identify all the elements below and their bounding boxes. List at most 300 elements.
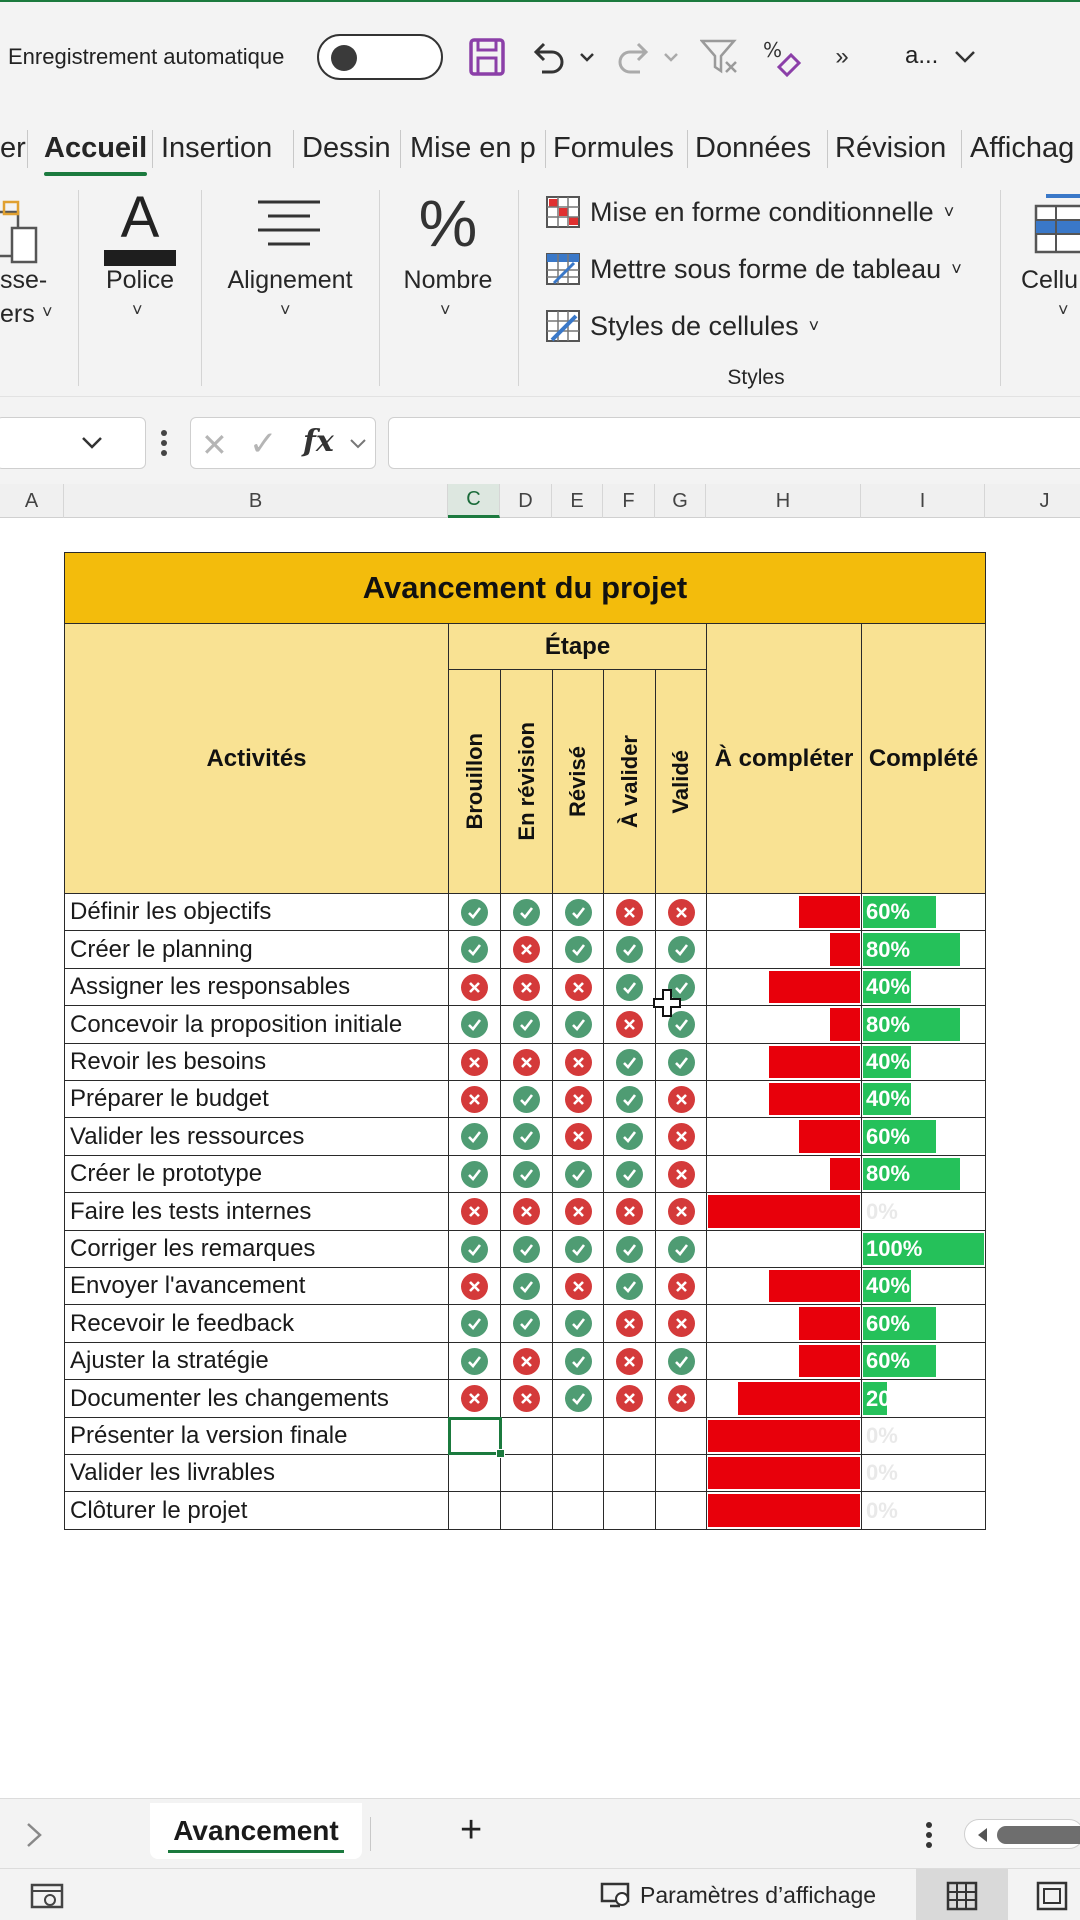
column-header-d[interactable]: D [500,484,552,518]
stage-cell[interactable] [603,1080,656,1118]
to-complete-cell[interactable] [706,1454,862,1492]
autosave-label: Enregistrement automatique [8,44,285,69]
check-circle-icon [461,1236,488,1263]
activities-header[interactable]: Activités [64,623,449,894]
check-circle-icon [668,1348,695,1375]
tab-separator [545,130,546,168]
to-complete-bar [799,1120,860,1153]
stage-cell[interactable] [603,1304,656,1343]
to-complete-cell[interactable] [706,968,862,1006]
stage-cell[interactable] [500,1267,553,1305]
stage-cell[interactable] [603,1379,656,1418]
check-circle-icon [616,974,643,1001]
display-settings-icon [600,1881,632,1909]
tab-view[interactable]: Affichag [970,131,1075,164]
stage-cell[interactable] [448,968,501,1006]
to-complete-cell[interactable] [706,1043,862,1081]
clear-filter-icon[interactable] [698,32,742,82]
column-header-b[interactable]: B [64,484,448,518]
stage-cell[interactable] [552,1304,604,1343]
to-complete-cell[interactable] [706,1379,862,1418]
completed-cell[interactable] [861,1342,986,1380]
stage-cell[interactable] [500,968,553,1006]
stage-cell[interactable] [552,1080,604,1118]
check-circle-icon [513,1011,540,1038]
to-complete-cell[interactable] [706,893,862,931]
x-circle-icon [668,1161,695,1188]
horizontal-scrollbar[interactable] [964,1819,1080,1849]
tab-draw[interactable]: Dessin [302,131,391,164]
sheet-tab-avancement[interactable] [150,1803,362,1859]
completed-cell[interactable] [861,1454,986,1492]
stage-cell[interactable] [655,930,707,969]
save-icon[interactable] [466,32,508,82]
more-options-icon[interactable] [924,1819,934,1851]
tab-separator [961,130,962,168]
check-circle-icon [513,1273,540,1300]
chevron-down-icon: ˅ [132,300,143,320]
stage-cell[interactable] [500,1155,553,1193]
column-header-i[interactable]: I [861,484,985,518]
stage-cell[interactable] [552,1155,604,1193]
activity-cell[interactable] [64,1454,449,1492]
stage-cell[interactable] [448,930,501,969]
stage-cell[interactable] [655,1454,707,1492]
column-header-g[interactable]: G [655,484,706,518]
chevron-down-icon: ˅ [1058,300,1069,320]
font-color-swatch [104,250,176,266]
stage-cell[interactable] [603,968,656,1006]
stage-cell[interactable] [603,1230,656,1268]
x-circle-icon [513,1198,540,1225]
check-circle-icon [668,1236,695,1263]
stage-cell[interactable] [552,1117,604,1156]
stage-cell[interactable] [603,1267,656,1305]
stage-cell[interactable] [448,1454,501,1492]
conditional-formatting-label: Mise en forme conditionnelle [590,196,934,227]
check-circle-icon [513,1086,540,1113]
clipboard-label-line1[interactable]: sse- [0,266,48,294]
stage-cell[interactable] [603,1342,656,1380]
tab-file[interactable]: er [0,131,26,164]
stage-cell[interactable] [655,1080,707,1118]
x-circle-icon [565,1123,592,1150]
check-circle-icon [513,1236,540,1263]
confirm-entry-icon[interactable]: ✓ [249,425,278,463]
stage-cell[interactable] [552,968,604,1006]
to-complete-bar [738,1382,860,1415]
completed-cell[interactable] [861,968,986,1006]
to-complete-cell[interactable] [706,1005,862,1044]
activity-name: Valider les livrables [70,1459,275,1486]
to-complete-bar [830,1008,860,1041]
stage-cell[interactable] [448,1491,501,1530]
number-group-label[interactable]: Nombre [403,266,493,294]
stage-cell[interactable] [500,1379,553,1418]
activity-name: Créer le prototype [70,1160,263,1187]
to-complete-cell[interactable] [706,930,862,969]
activity-cell[interactable] [64,1080,449,1118]
accessibility-icon[interactable] [30,1881,66,1911]
stage-cell[interactable] [448,1379,501,1418]
check-circle-icon [513,899,540,926]
x-circle-icon [616,1310,643,1337]
ribbon-tabs [0,114,1080,178]
fill-handle[interactable] [496,1449,505,1458]
stage-cell[interactable] [552,1454,604,1492]
cursor-icon [652,988,682,1023]
to-complete-cell[interactable] [706,1230,862,1268]
completed-cell[interactable] [861,1230,986,1268]
more-options-icon[interactable] [158,427,170,459]
more-commands-icon[interactable]: » [835,43,849,70]
stage-cell[interactable] [603,1155,656,1193]
insert-function-icon[interactable]: fx [303,424,334,459]
check-circle-icon [565,1385,592,1412]
stage-cell[interactable] [603,1417,656,1455]
stage-cell[interactable] [552,930,604,969]
to-complete-header[interactable]: À compléter [706,623,862,894]
x-circle-icon [668,1086,695,1113]
status-bar [0,1868,1080,1920]
stage-cell[interactable] [500,930,553,969]
stage-cell[interactable] [500,1304,553,1343]
conditional-formatting-icon [546,196,580,228]
stage-cell[interactable] [655,1379,707,1418]
paste-icon[interactable] [0,192,40,272]
stage-cell[interactable] [655,1342,707,1380]
activity-cell[interactable] [64,1230,449,1268]
activity-name: Corriger les remarques [70,1235,316,1262]
stage-cell[interactable] [448,1304,501,1343]
x-circle-icon [461,974,488,1001]
stage-cell[interactable] [655,1230,707,1268]
to-complete-cell[interactable] [706,1417,862,1455]
column-header-c[interactable]: C [448,484,500,518]
completed-cell[interactable] [861,930,986,969]
stage-cell[interactable] [448,1043,501,1081]
stage-cell[interactable] [448,1005,501,1044]
to-complete-cell[interactable] [706,1192,862,1231]
ribbon-home [0,178,1080,396]
activity-cell[interactable] [64,1043,449,1081]
column-header-h[interactable]: H [706,484,861,518]
activity-cell[interactable] [64,1342,449,1380]
stage-header[interactable]: Étape [448,623,707,670]
to-complete-cell[interactable] [706,1080,862,1118]
column-header-j[interactable]: J [985,484,1080,518]
stage-column-header-draft[interactable] [448,669,501,894]
stage-cell[interactable] [500,1454,553,1492]
stage-cell[interactable] [552,1043,604,1081]
stage-cell[interactable] [500,1342,553,1380]
stage-cell[interactable] [500,1491,553,1530]
conditional-formatting-button[interactable] [546,192,954,232]
chevron-down-icon: ˅ [42,302,53,322]
activity-cell[interactable] [64,1267,449,1305]
stage-cell[interactable] [603,893,656,931]
alignment-icon[interactable] [254,196,324,256]
stage-cell[interactable] [448,1342,501,1380]
completed-cell[interactable] [861,1005,986,1044]
to-complete-bar [708,1420,860,1452]
completed-cell[interactable] [861,1155,986,1193]
stage-cell[interactable] [500,1117,553,1156]
activity-name: Assigner les responsables [70,973,351,1000]
x-circle-icon [513,1049,540,1076]
stage-cell[interactable] [655,1267,707,1305]
check-circle-icon [461,936,488,963]
activity-name: Ajuster la stratégie [70,1347,269,1374]
scroll-left-icon[interactable] [975,1826,989,1844]
stage-cell[interactable] [552,893,604,931]
activity-cell[interactable] [64,930,449,969]
autosave-toggle[interactable] [317,34,443,80]
ribbon-separator [518,190,519,386]
stage-cell[interactable] [448,893,501,931]
stage-column-label: Validé [668,749,693,814]
activity-cell[interactable] [64,1117,449,1156]
x-circle-icon [616,1385,643,1412]
to-complete-bar [799,1345,860,1377]
check-circle-icon [616,936,643,963]
clipboard-label-line2[interactable]: ers [0,300,35,328]
stage-cell[interactable] [500,1230,553,1268]
stage-cell[interactable] [603,1192,656,1231]
stage-cell[interactable] [500,1043,553,1081]
stage-cell[interactable] [448,1230,501,1268]
stage-cell[interactable] [500,1417,553,1455]
stage-cell[interactable] [655,1043,707,1081]
grid-view-icon [946,1881,978,1911]
to-complete-cell[interactable] [706,1491,862,1530]
cell-styles-button[interactable] [546,306,819,346]
stage-cell[interactable] [448,1155,501,1193]
tab-review[interactable]: Révision [835,131,947,164]
activity-cell[interactable] [64,1192,449,1231]
tab-page-layout[interactable]: Mise en p [410,131,536,164]
activity-name: Valider les ressources [70,1122,305,1150]
check-circle-icon [565,1310,592,1337]
formula-bar [0,396,1080,484]
tab-data[interactable]: Données [695,131,812,164]
stage-cell[interactable] [500,1080,553,1118]
chevron-right-icon[interactable] [22,1821,46,1849]
stage-cell[interactable] [655,1417,707,1455]
x-circle-icon [513,936,540,963]
completed-percent: 20% [866,1385,911,1411]
to-complete-bar [708,1195,860,1228]
activity-name: Concevoir la proposition initiale [70,1010,403,1038]
page-layout-view-icon[interactable] [1036,1881,1068,1911]
activity-name: Définir les objectifs [70,898,272,925]
to-complete-bar [830,933,860,966]
stage-cell[interactable] [655,1491,707,1530]
completed-cell[interactable] [861,1080,986,1118]
stage-cell[interactable] [552,1417,604,1455]
stage-cell[interactable] [448,1117,501,1156]
completed-cell[interactable] [861,1192,986,1231]
cells-group-label[interactable]: Cellu [1021,266,1078,294]
stage-cell[interactable] [655,893,707,931]
stage-cell[interactable] [655,1192,707,1231]
display-settings-button[interactable] [600,1881,876,1909]
normal-view-button[interactable] [916,1869,1008,1920]
activity-cell[interactable] [64,1304,449,1343]
stage-cell[interactable] [500,893,553,931]
active-cell-selection[interactable] [448,1417,502,1455]
completed-cell[interactable] [861,893,986,931]
stage-cell[interactable] [552,1005,604,1044]
check-circle-icon [565,1161,592,1188]
check-circle-icon [565,1236,592,1263]
table-title[interactable]: Avancement du projet [64,552,986,624]
activity-name: Clôturer le projet [70,1496,248,1524]
completed-cell[interactable] [861,1417,986,1455]
x-circle-icon [461,1049,488,1076]
completed-cell[interactable] [861,1304,986,1343]
completed-cell[interactable] [861,1267,986,1305]
stage-cell[interactable] [552,1342,604,1380]
column-header-f[interactable]: F [603,484,655,518]
to-complete-bar [799,1307,860,1340]
check-circle-icon [668,936,695,963]
font-group-label[interactable]: Police [105,266,175,294]
stage-column-header-to-validate[interactable] [603,669,656,894]
stage-cell[interactable] [552,1379,604,1418]
x-circle-icon [565,1086,592,1113]
scrollbar-thumb[interactable] [997,1826,1080,1844]
x-circle-icon [616,1011,643,1038]
x-circle-icon [565,1049,592,1076]
formula-controls [190,417,376,469]
to-complete-cell[interactable] [706,1267,862,1305]
completed-percent: 0% [866,1497,898,1523]
tab-separator [827,130,828,168]
stage-cell[interactable] [603,1117,656,1156]
stage-cell[interactable] [603,1491,656,1530]
stage-cell[interactable] [448,1192,501,1231]
completed-cell[interactable] [861,1379,986,1418]
completed-percent: 0% [866,1460,898,1485]
format-as-table-label: Mettre sous forme de tableau [590,253,942,284]
undo-dropdown-icon[interactable] [576,32,598,82]
activity-cell[interactable] [64,1005,449,1044]
column-header-e[interactable]: E [552,484,603,518]
stage-column-header-reviewed[interactable] [552,669,604,894]
cancel-entry-icon[interactable]: ✕ [201,427,228,463]
stage-cell[interactable] [448,1080,501,1118]
check-circle-icon [616,1049,643,1076]
tab-separator [400,130,401,168]
completed-cell[interactable] [861,1043,986,1081]
activity-cell[interactable] [64,1379,449,1418]
stage-cell[interactable] [655,1117,707,1156]
add-sheet-button[interactable]: + [460,1809,483,1851]
activity-cell[interactable] [64,968,449,1006]
account-label[interactable]: a... [905,42,939,69]
tab-home[interactable]: Accueil [44,126,147,170]
activity-cell[interactable] [64,1491,449,1530]
formula-input[interactable] [388,417,1080,469]
stage-cell[interactable] [655,1155,707,1193]
alignment-group-label[interactable]: Alignement [227,266,353,294]
percent-format-icon[interactable] [760,32,804,82]
completed-percent: 80% [866,1011,911,1037]
x-circle-icon [513,974,540,1001]
chevron-down-icon: ˅ [943,201,955,222]
stage-cell[interactable] [603,930,656,969]
stage-cell[interactable] [603,1005,656,1044]
to-complete-cell[interactable] [706,1155,862,1193]
cells-icon[interactable] [1034,192,1080,256]
completed-cell[interactable] [861,1117,986,1156]
stage-column-header-in-review[interactable] [500,669,553,894]
stage-cell[interactable] [552,1230,604,1268]
to-complete-bar [769,1046,860,1078]
stage-column-label: Révisé [565,746,590,817]
completed-cell[interactable] [861,1491,986,1530]
stage-cell[interactable] [500,1005,553,1044]
to-complete-bar [769,971,860,1003]
stage-cell[interactable] [655,1304,707,1343]
to-complete-cell[interactable] [706,1117,862,1156]
stage-cell[interactable] [552,1192,604,1231]
redo-icon[interactable] [614,32,654,82]
check-circle-icon [461,899,488,926]
activity-cell[interactable] [64,1417,449,1455]
to-complete-cell[interactable] [706,1304,862,1343]
stage-cell[interactable] [603,1454,656,1492]
account-chevron-icon[interactable] [952,32,978,82]
stage-cell[interactable] [448,1267,501,1305]
check-circle-icon [668,1049,695,1076]
check-circle-icon [616,1273,643,1300]
completed-percent: 80% [866,1161,911,1186]
stage-cell[interactable] [552,1267,604,1305]
chevron-down-icon: ˅ [280,300,291,320]
sheet-tab-label: Avancement [173,1815,339,1846]
completed-header[interactable]: Complété [861,623,986,894]
tab-formulas[interactable]: Formules [553,131,674,164]
tab-separator [27,130,28,168]
name-box[interactable] [0,417,146,469]
check-circle-icon [565,1011,592,1038]
column-header-a[interactable]: A [0,484,64,518]
completed-percent: 40% [866,1086,911,1111]
tab-insert[interactable]: Insertion [161,131,273,164]
cell-styles-label: Styles de cellules [590,310,799,341]
stage-column-header-validated[interactable] [655,669,707,894]
x-circle-icon [668,1310,695,1337]
completed-percent: 40% [866,974,911,999]
check-circle-icon [461,1161,488,1188]
undo-icon[interactable] [528,32,568,82]
check-circle-icon [616,1236,643,1263]
worksheet[interactable] [0,518,1080,1798]
activity-cell[interactable] [64,893,449,931]
format-as-table-button[interactable] [546,249,962,289]
to-complete-cell[interactable] [706,1342,862,1380]
font-color-icon[interactable] [104,185,176,268]
stage-cell[interactable] [552,1491,604,1530]
number-format-icon[interactable]: % [418,186,478,260]
activity-cell[interactable] [64,1155,449,1193]
stage-cell[interactable] [603,1043,656,1081]
format-as-table-icon [546,253,580,285]
stage-cell[interactable] [500,1192,553,1231]
redo-dropdown-icon[interactable] [660,32,682,82]
